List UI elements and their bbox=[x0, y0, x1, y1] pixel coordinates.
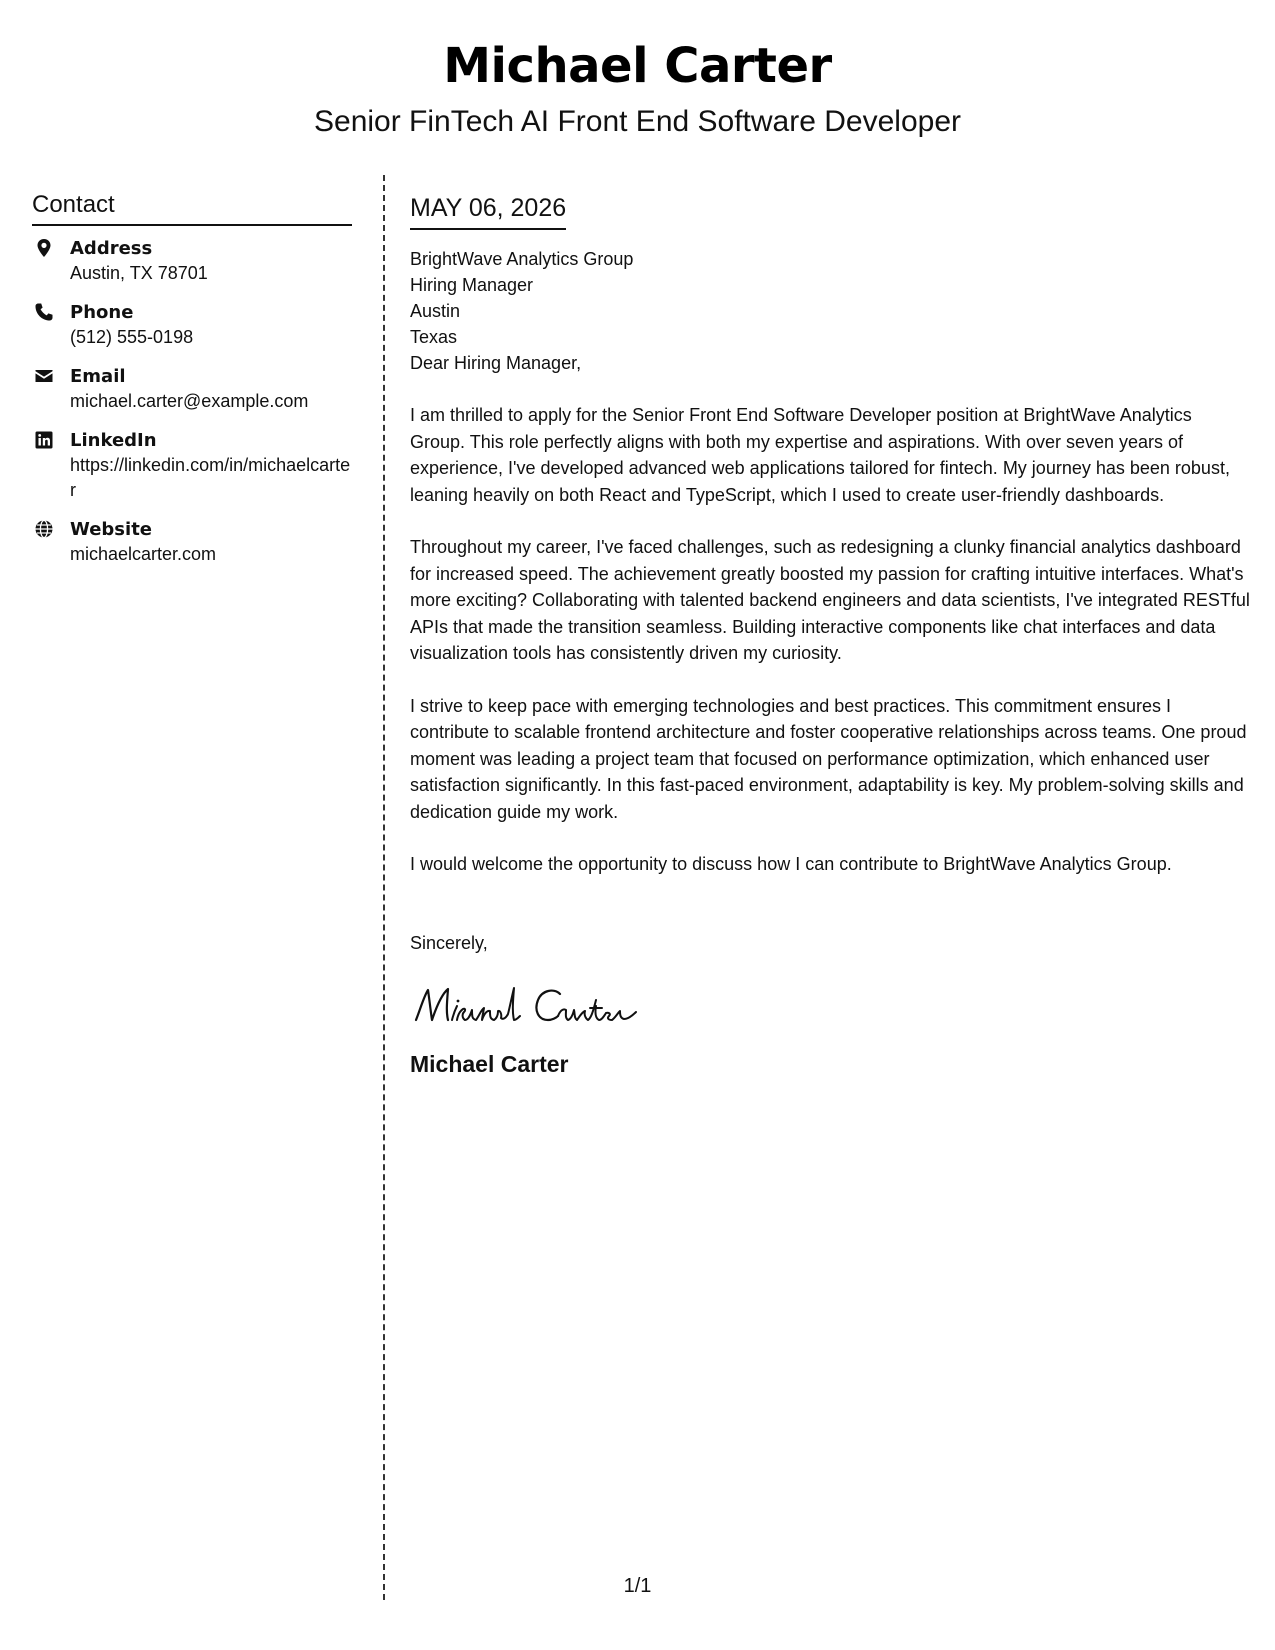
contact-label: Address bbox=[70, 238, 153, 259]
recipient-block bbox=[410, 246, 1250, 376]
phone-icon bbox=[34, 302, 54, 322]
envelope-icon bbox=[34, 366, 54, 386]
contact-label: Website bbox=[70, 519, 153, 540]
recipient-role: Hiring Manager bbox=[410, 275, 534, 295]
globe-icon bbox=[34, 519, 54, 539]
contact-label: Email bbox=[70, 366, 126, 387]
handwritten-signature bbox=[410, 976, 660, 1036]
contact-item-phone bbox=[32, 300, 352, 350]
column-divider bbox=[383, 175, 385, 1600]
contact-item-website bbox=[32, 517, 352, 567]
recipient-state: Texas bbox=[410, 327, 458, 347]
contact-heading: Contact bbox=[32, 190, 352, 226]
recipient-city: Austin bbox=[410, 301, 461, 321]
contact-item-address bbox=[32, 236, 352, 286]
applicant-title: Senior FinTech AI Front End Software Developer bbox=[314, 105, 961, 138]
closing: Sincerely, bbox=[410, 932, 488, 953]
website-value[interactable]: michaelcarter.com bbox=[70, 544, 217, 564]
letter-header bbox=[0, 30, 1275, 142]
signed-name: Michael Carter bbox=[410, 1050, 569, 1077]
letter-body bbox=[410, 192, 1250, 1079]
linkedin-icon bbox=[34, 430, 54, 450]
contact-label: LinkedIn bbox=[70, 430, 157, 451]
contact-item-email bbox=[32, 364, 352, 414]
body-paragraph: Throughout my career, I've faced challenges, such as redesigning a clunky financial analytics dashboard for increased speed. The achievement greatly boosted my passion for crafting intuitive interfaces. What's more exciting? Collaborating with talented backend engineers and data scientists, I've integrated RESTful APIs that made the transition seamless. Building interactive components like chat interfaces and data visualization tools has consistently driven my curiosity. bbox=[410, 537, 1250, 663]
body-paragraph: I strive to keep pace with emerging technologies and best practices. This commitment ensures I contribute to scalable frontend architecture and foster cooperative relationships across teams. One proud moment was leading a project team that focused on performance optimization, which enhanced user satisfaction significantly. In this fast-paced environment, adaptability is key. My problem-solving skills and dedication guide my work. bbox=[410, 695, 1247, 822]
address-value: Austin, TX 78701 bbox=[70, 263, 208, 283]
contact-label: Phone bbox=[70, 302, 134, 323]
contact-item-linkedin bbox=[32, 428, 352, 503]
page-number: 1/1 bbox=[623, 1575, 652, 1597]
linkedin-value[interactable]: https://linkedin.com/in/michaelcarter bbox=[70, 455, 351, 500]
email-value[interactable]: michael.carter@example.com bbox=[70, 391, 309, 411]
recipient-company: BrightWave Analytics Group bbox=[410, 249, 634, 269]
body-paragraph: I am thrilled to apply for the Senior Front End Software Developer position at BrightWave Analytics Group. This role perfectly aligns with both my expertise and aspirations. With over seven years of experience, I've developed advanced web applications tailored for fintech. My journey has been robust, leaning heavily on both React and TypeScript, which I used to create user-friendly dashboards. bbox=[410, 405, 1230, 505]
body-paragraph: I would welcome the opportunity to discuss how I can contribute to BrightWave Analytics Group. bbox=[410, 854, 1172, 874]
applicant-name: Michael Carter bbox=[443, 38, 832, 94]
phone-value[interactable]: (512) 555-0198 bbox=[70, 327, 194, 347]
letter-date: MAY 06, 2026 bbox=[410, 192, 566, 230]
salutation: Dear Hiring Manager, bbox=[410, 353, 582, 373]
map-pin-icon bbox=[34, 238, 54, 258]
contact-sidebar bbox=[32, 190, 352, 581]
